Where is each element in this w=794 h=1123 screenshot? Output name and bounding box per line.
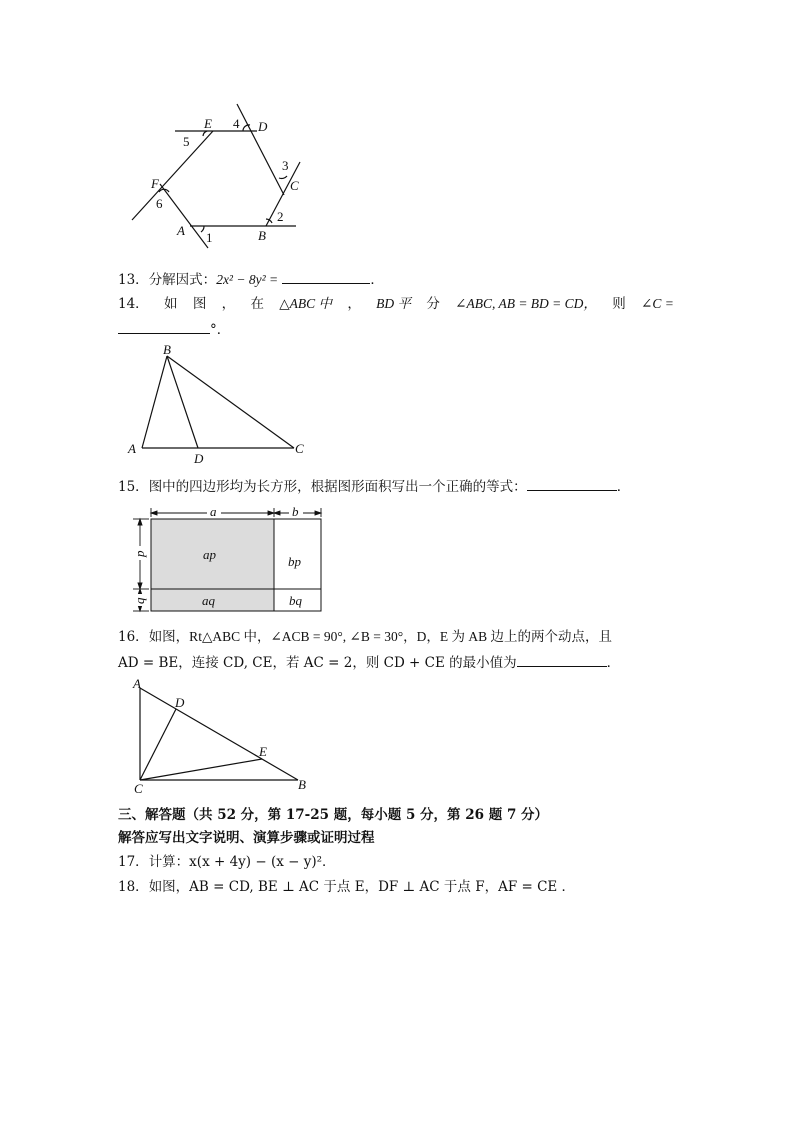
q17-text: 计算：x(x + 4y) − (x − y)²． — [148, 854, 336, 870]
question-16-line2 — [118, 653, 620, 672]
q14-word-10: 则 — [612, 296, 626, 312]
label-bq: bq — [289, 593, 302, 608]
question-16-line1 — [118, 628, 612, 646]
section-3-title: 三、解答题（共 52 分，第 17-25 题，每小题 5 分，第 26 题 7 分） — [118, 807, 549, 823]
question-18 — [118, 878, 575, 896]
question-15 — [118, 477, 630, 496]
angle-5: 5 — [183, 134, 190, 149]
angle-6: 6 — [156, 196, 163, 211]
q14-word-8: 分 — [426, 296, 440, 312]
q14-answer-blank[interactable] — [118, 320, 210, 334]
label-c: C — [295, 441, 304, 456]
label-bp: bp — [288, 554, 301, 569]
dim-q: q — [132, 597, 147, 604]
q13-expression: 2x² − 8y² = — [216, 272, 279, 287]
label-e: E — [204, 116, 212, 131]
label-b: B — [258, 228, 266, 243]
q14-bd: BD 平 — [376, 296, 412, 311]
q17-number: 17． — [118, 854, 149, 870]
question-13 — [118, 270, 384, 289]
q15-number: 15． — [118, 479, 149, 495]
label-a: A — [177, 223, 185, 238]
q14-condition: ∠ABC, AB = BD = CD， — [455, 296, 597, 311]
angle-3: 3 — [282, 158, 289, 173]
right-triangle-figure — [126, 676, 316, 796]
question-17 — [118, 853, 336, 871]
label-e: E — [259, 744, 267, 759]
q14-word-3: ， — [221, 296, 236, 312]
angle-4: 4 — [233, 116, 240, 131]
q14-word-2: 图 — [192, 296, 207, 312]
rectangle-area-figure — [125, 503, 330, 615]
q16-number: 16． — [118, 629, 149, 645]
question-14-line2 — [118, 320, 230, 339]
q15-answer-blank[interactable] — [527, 477, 617, 491]
question-14-line1 — [118, 295, 674, 313]
label-a: A — [133, 676, 141, 691]
dim-b: b — [292, 504, 299, 519]
q14-word-1: 如 — [164, 296, 178, 312]
q15-suffix: ． — [616, 479, 631, 495]
q18-text: 如图，AB = CD, BE ⊥ AC 于点 E，DF ⊥ AC 于点 F，AF = CE ． — [148, 879, 576, 895]
q14-suffix: °． — [210, 322, 231, 338]
q13-answer-blank[interactable] — [282, 270, 370, 284]
dim-a: a — [210, 504, 217, 519]
label-c: C — [290, 178, 299, 193]
label-c: C — [134, 781, 143, 796]
hexagon-figure — [120, 98, 320, 250]
q16-line1: 如图，Rt△ABC 中，∠ACB = 90°, ∠B = 30°，D，E 为 AB 边上的两个动点，且 — [148, 629, 612, 644]
section-3-subtitle: 解答应写出文字说明、演算步骤或证明过程 — [118, 830, 375, 846]
angle-1: 1 — [206, 230, 213, 245]
label-d: D — [175, 695, 185, 710]
q16-suffix: ． — [606, 655, 621, 671]
label-b: B — [298, 777, 306, 792]
label-ap: ap — [203, 547, 216, 562]
label-f: F — [151, 176, 159, 191]
label-d: D — [194, 451, 204, 466]
q18-number: 18． — [118, 879, 149, 895]
q14-number: 14． — [118, 296, 149, 312]
q14-triangle: △ABC 中 — [279, 296, 333, 311]
q16-line2: AD = BE，连接 CD, CE，若 AC = 2，则 CD + CE 的最小值为 — [118, 655, 517, 671]
q13-prefix: 分解因式： — [148, 272, 217, 288]
label-d: D — [258, 119, 268, 134]
q16-answer-blank[interactable] — [517, 653, 607, 667]
q13-number: 13． — [118, 272, 149, 288]
dim-p: p — [132, 550, 147, 557]
label-a: A — [128, 441, 136, 456]
q14-word-4: 在 — [250, 296, 264, 312]
label-b: B — [163, 342, 171, 357]
q14-word-6: ， — [347, 296, 361, 312]
q13-suffix: ． — [370, 272, 384, 288]
label-aq: aq — [202, 593, 215, 608]
angle-2: 2 — [277, 209, 284, 224]
triangle-abd-figure — [124, 342, 314, 468]
q15-text: 图中的四边形均为长方形，根据图形面积写出一个正确的等式： — [148, 479, 527, 495]
q14-angle-c: ∠C = — [641, 296, 674, 311]
